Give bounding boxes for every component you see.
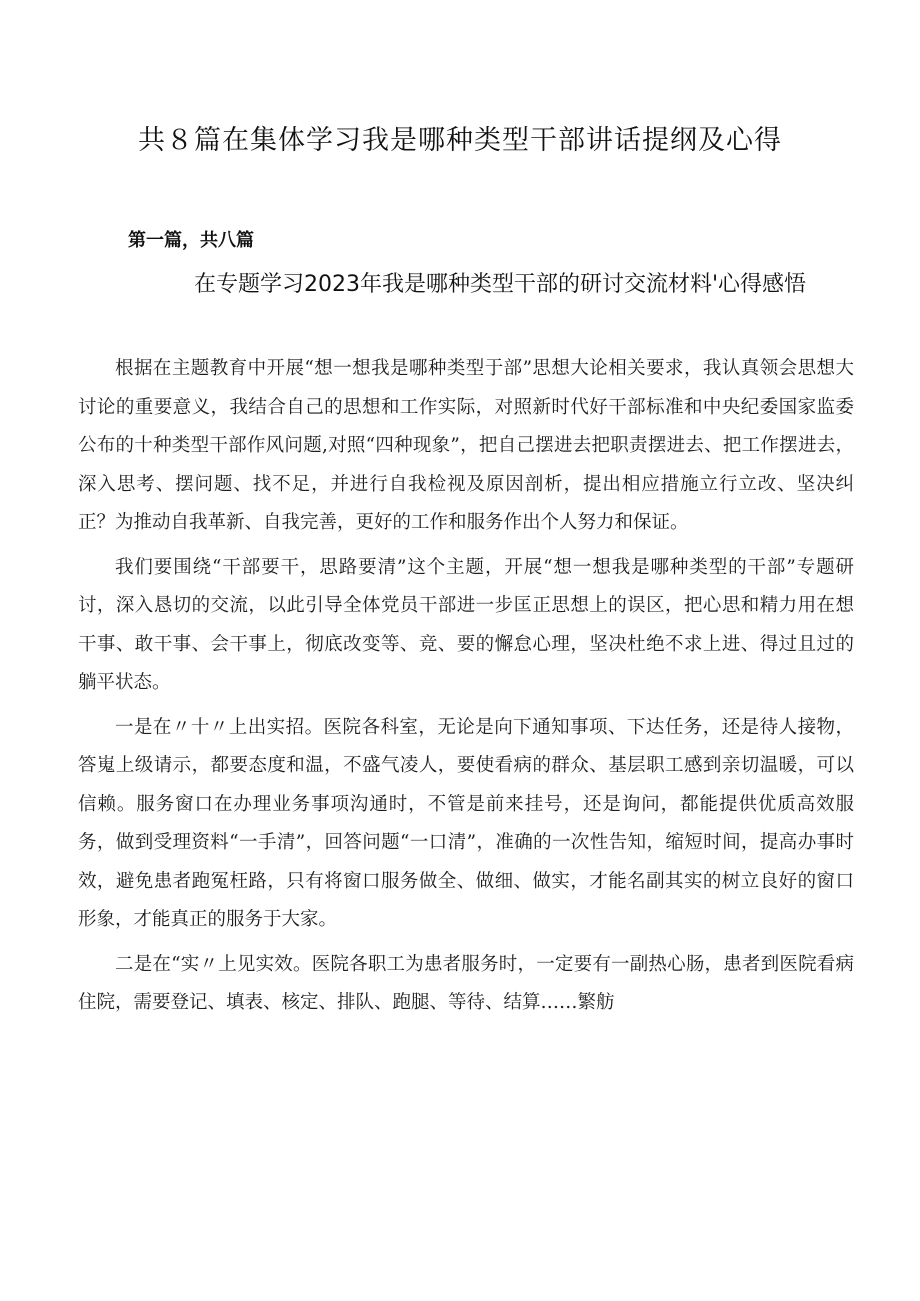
paragraph: 根据在主题教育中开展“想一想我是哪种类型于部”思想大论相关要求，我认真领会思想大讨论的重要意义，我结合自己的思想和工作实际，对照新时代好干部标准和中央纪委国家监委公布的十种类型干部作风问题,对照“四种现象”，把自己摆进去把职责摆进去、把工作摆进去，深入思考、摆问题、找不足，并进行自我检视及原因剖析，提出相应措施立行立改、坚决纠正？为推动自我革新、自我完善，更好的工作和服务作出个人努力和保证。	[78, 358, 854, 533]
article-body	[78, 350, 854, 1029]
paragraph: 二是在“实〃上见实效。医院各职工为患者服务时，一定要有一副热心肠，患者到医院看病住院，需要登记、填表、核定、排队、跑腿、等待、结算……繁舫	[78, 953, 854, 1013]
section-label: 第一篇，共八篇	[128, 230, 254, 251]
paragraph: 一是在〃十〃上出实招。医院各科室，无论是向下通知事项、下达任务，还是待人接物，答嵬上级请示，都要态度和温，不盛气凌人，要使看病的群众、基层职工感到亲切温暖，可以信赖。服务窗口在办理业务事项沟通时，不管是前来挂号，还是询问，都能提供优质高效服务，做到受理资料“一手清”，回答问题“一口清”，准确的一次性告知，缩短时间，提高办事时效，避免患者跑冤枉路，只有将窗口服务做全、做细、做实，才能名副其实的树立良好的窗口形象，才能真正的服务于大家。	[78, 716, 854, 930]
article-subtitle: 在专题学习2023年我是哪种类型干部的研讨交流材料'心得感悟	[193, 272, 807, 297]
paragraph: 我们要围绕“干部要干，思路要清”这个主题，开展“想一想我是哪种类型的干部”专题研讨，深入恳切的交流，以此引导全体党员干部进一步匡正思想上的误区，把心思和精力用在想干事、敢干事、会干事上，彻底改变等、竞、要的懈怠心理，坚决杜绝不求上进、得过且过的躺平状态。	[78, 556, 854, 693]
document-title: 共８篇在集体学习我是哪种类型干部讲话提纲及心得	[138, 125, 782, 156]
